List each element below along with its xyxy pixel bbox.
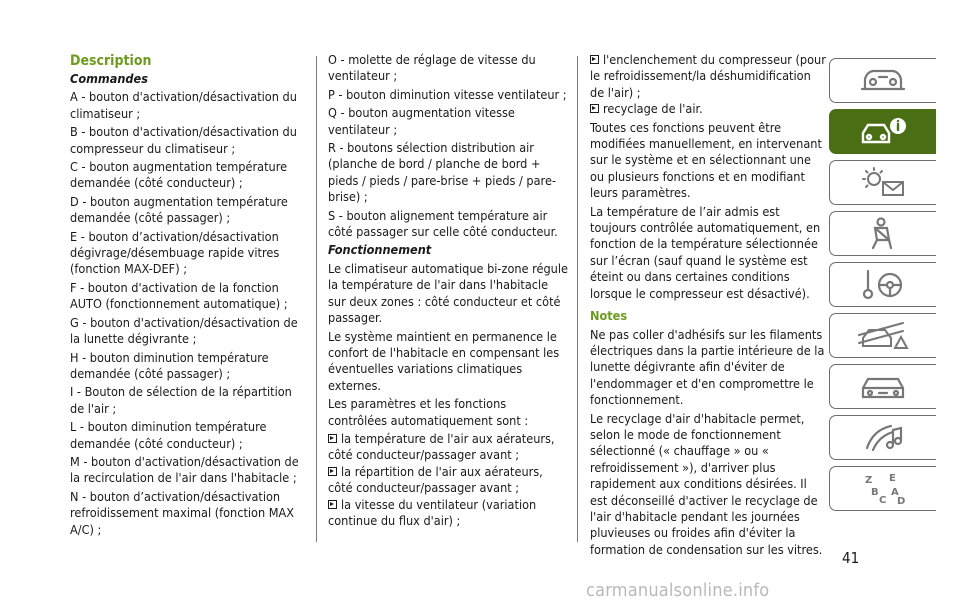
- control-item-a: A - bouton d'activation/désactivation du climatiseur ;: [70, 89, 297, 121]
- control-item-r: R - boutons sélection distribution air (planche de bord / planche de bord + pieds / pieds / pare-brise + pieds / pare-brise) ;: [328, 140, 557, 205]
- multimedia-music-icon: [857, 420, 909, 456]
- index-letter: D: [897, 495, 906, 507]
- key-steering-wheel-icon: [857, 267, 909, 303]
- bullet-arrow-icon: [328, 467, 337, 476]
- column-3: [590, 52, 826, 560]
- control-item-p: P - bouton diminution vitesse ventilateur ;: [328, 86, 567, 102]
- control-item-b: B - bouton d'activation/désactivation du compresseur du climatiseur ;: [70, 124, 297, 156]
- control-item-e: E - bouton d’activation/désactivation dégivrage/désembuage rapide vitres (fonction MAX-DEF) ;: [70, 228, 280, 277]
- control-item-c: C - bouton augmentation température demandée (côté conducteur) ;: [70, 159, 288, 191]
- note-paragraph: Ne pas coller d'adhésifs sur les filaments électriques dans la partie intérieure de la lunette dégivrante afin d'éviter de l'endommager et d'en compromettre le fonctionnement.: [590, 326, 825, 408]
- control-item-h: H - bouton diminution température demandée (côté passager) ;: [70, 349, 269, 381]
- control-item-i: I - Bouton de sélection de la répartition de l'air ;: [70, 384, 292, 416]
- bullet-arrow-icon: [590, 104, 599, 113]
- paragraph: Le système maintient en permanence le confort de l'habitacle en compensant les éventuelles variations climatiques externes.: [328, 328, 560, 393]
- page-number: 41: [842, 549, 860, 567]
- car-warning-triangle-icon: [857, 318, 909, 354]
- index-letter: B: [871, 486, 879, 498]
- control-item-g: G - bouton d'activation/désactivation de la lunette dégivrante ;: [70, 314, 298, 347]
- bullet-item: la répartition de l'air aux aérateurs, côté conducteur/passager avant ;: [328, 463, 543, 496]
- car-service-icon: [857, 369, 909, 405]
- tab-starting-driving[interactable]: [829, 262, 936, 307]
- paragraph: La température de l’air admis est toujours contrôlée automatiquement, en fonction de la température sélectionnée sur l’écran (sauf quand le système est éteint ou dans certaines conditions lorsque le compresseur est désactivé).: [590, 203, 821, 301]
- index-letter: C: [879, 494, 887, 506]
- subheading-commandes: Commandes: [70, 71, 148, 86]
- index-letter: A: [891, 486, 899, 498]
- control-item-n: N - bouton d’activation/désactivation refroidissement maximal (fonction MAX A/C) ;: [70, 488, 295, 537]
- index-letter: E: [889, 472, 896, 484]
- car-info-icon: [857, 114, 909, 150]
- tab-index[interactable]: [829, 466, 936, 511]
- column-divider: [577, 56, 578, 542]
- bullet-item: l'enclenchement du compresseur (pour le refroidissement/la déshumidification de l'air) ;: [590, 52, 826, 100]
- seatbelt-safety-icon: [857, 216, 909, 252]
- chapter-tabs: [829, 58, 960, 517]
- bullet-arrow-icon: [590, 55, 599, 64]
- column-2: [328, 52, 568, 529]
- bullet-arrow-icon: [328, 434, 337, 443]
- column-1: [70, 52, 308, 540]
- tab-safety[interactable]: [829, 211, 936, 256]
- notes-heading: Notes: [590, 308, 628, 324]
- control-item-q: Q - bouton augmentation vitesse ventilateur ;: [328, 105, 515, 137]
- paragraph: Les paramètres et les fonctions contrôlées automatiquement sont :: [328, 396, 529, 428]
- control-item-m: M - bouton d'activation/désactivation de la recirculation de l'air dans l'habitacle ;: [70, 453, 299, 486]
- section-title: Description: [70, 53, 152, 69]
- tab-car-info[interactable]: [829, 109, 936, 154]
- note-paragraph: Le recyclage d'air d'habitacle permet, selon le mode de fonctionnement sélectionné (« chauffage » ou « refroidissement »), d'arriver plus rapidement aux conditions désirées. Il est déconseillé d'activer le recyclage de l'air d'habitacle pendant les journées pluvieuses ou froides afin d'éviter la formation de condensation sur les vitres.: [590, 410, 823, 557]
- control-item-l: L - bouton diminution température demandée (côté conducteur) ;: [70, 419, 267, 451]
- tab-warning-lights[interactable]: [829, 160, 936, 205]
- alphabetical-index-icon: [857, 471, 909, 507]
- tab-emergency[interactable]: [829, 313, 936, 358]
- index-letter: Z: [865, 474, 873, 486]
- column-divider: [316, 56, 317, 542]
- watermark: carmanualsonline.info: [586, 580, 770, 601]
- bullet-arrow-icon: [328, 500, 337, 509]
- bullet-item: la température de l'air aux aérateurs, côté conducteur/passager avant ;: [328, 430, 555, 463]
- bullet-item: recyclage de l'air.: [590, 101, 826, 117]
- control-item-d: D - bouton augmentation température demandée (côté passager) ;: [70, 193, 288, 226]
- control-item-f: F - bouton d'activation de la fonction AUTO (fonctionnement automatique) ;: [70, 279, 288, 312]
- paragraph: Toutes ces fonctions peuvent être modifiées manuellement, en intervenant sur le système et en sélectionnant une ou plusieurs fonctions et en modifiant leurs paramètres.: [590, 119, 822, 201]
- paragraph: Le climatiseur automatique bi-zone régule la température de l'air dans l'habitacle sur deux zones : côté conducteur et côté passager.: [328, 260, 568, 326]
- subheading-fonctionnement: Fonctionnement: [328, 242, 432, 258]
- bullet-item: la vitesse du ventilateur (variation continue du flux d'air) ;: [328, 496, 537, 528]
- tab-multimedia[interactable]: [829, 415, 936, 460]
- control-item-s: S - bouton alignement température air côté passager sur celle côté conducteur.: [328, 207, 558, 240]
- car-dashboard-icon: [857, 63, 909, 99]
- tab-dashboard[interactable]: [829, 58, 936, 103]
- tab-maintenance[interactable]: [829, 364, 936, 409]
- control-item-o: O - molette de réglage de vitesse du ventilateur ;: [328, 52, 536, 84]
- warning-lights-message-icon: [857, 165, 909, 201]
